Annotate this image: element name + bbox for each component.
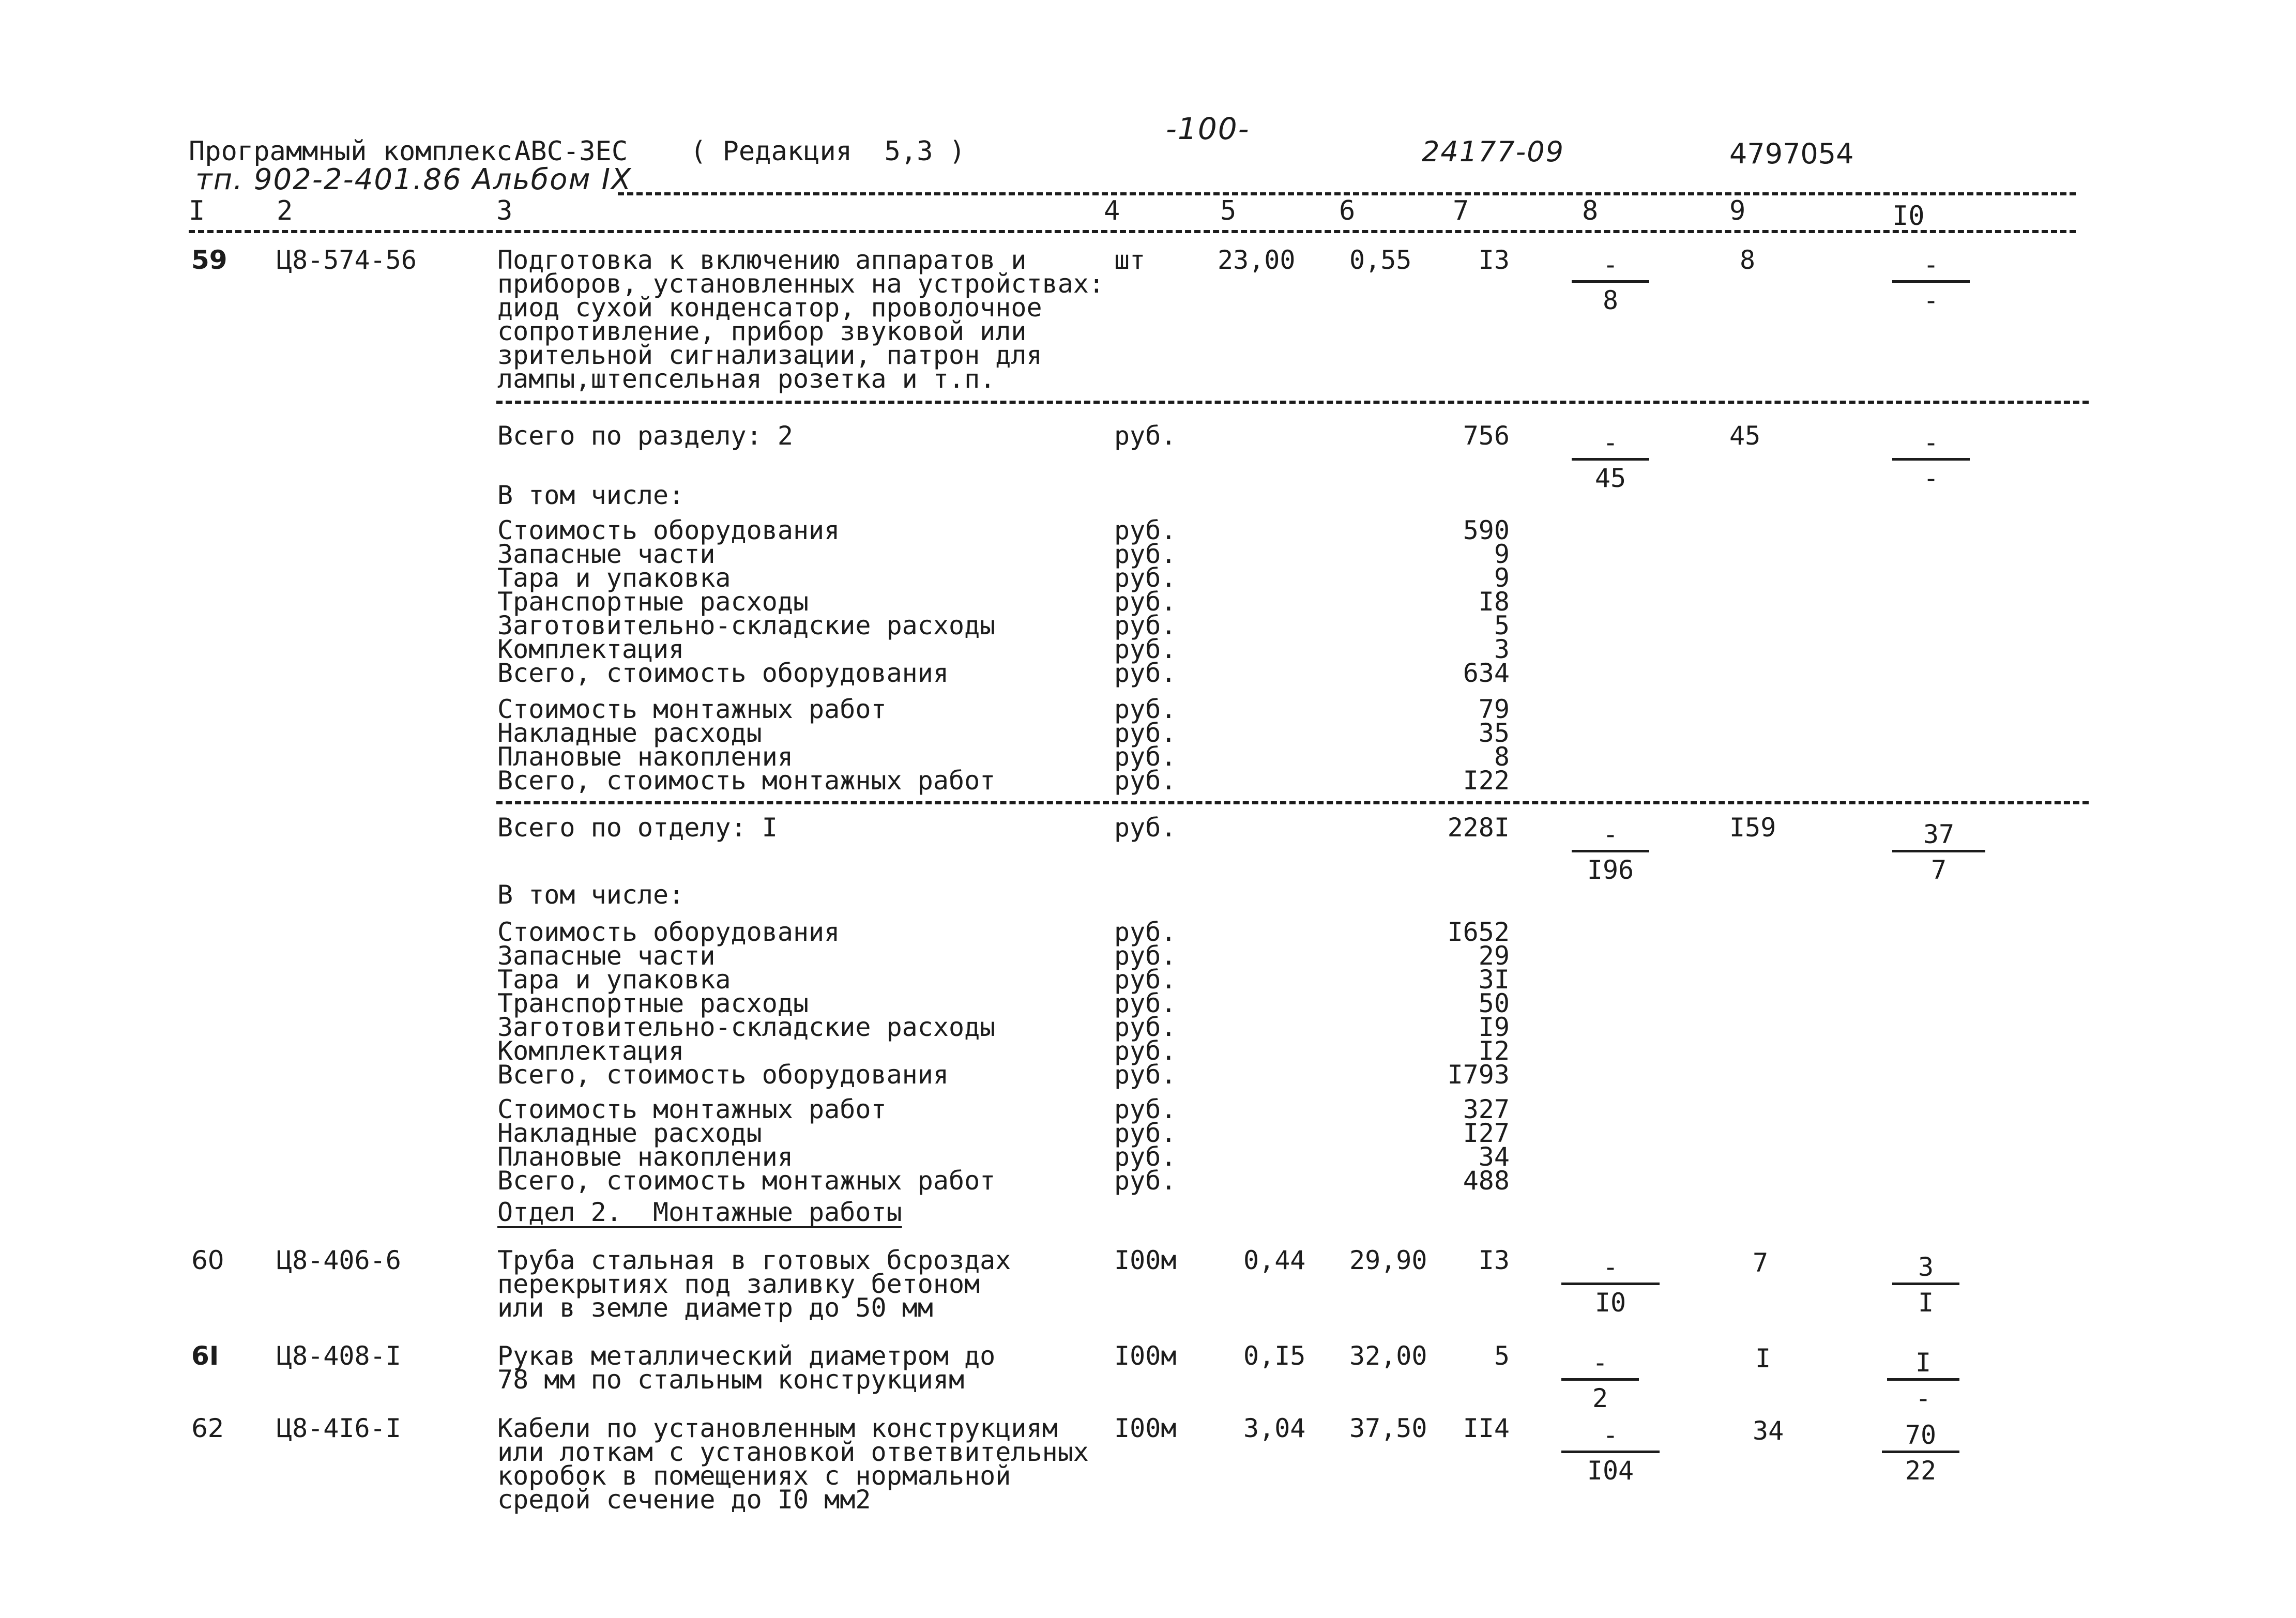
- column-header-6: 6: [1339, 195, 1356, 226]
- list-item-unit: руб.: [1114, 718, 1177, 748]
- row-number: 60: [191, 1245, 224, 1275]
- list-item-unit: руб.: [1114, 1118, 1177, 1148]
- col9-value: I59: [1729, 813, 1776, 843]
- header-divider-bottom: [189, 230, 2076, 233]
- row-description-line: Кабели по установленным конструкциям: [497, 1413, 1058, 1443]
- list-item-value: 35: [1478, 718, 1510, 748]
- section-total-unit: руб.: [1114, 421, 1177, 451]
- col8-denominator: I96: [1587, 855, 1634, 885]
- list-item-value: 3: [1494, 634, 1510, 664]
- row-description-line: лампы,штепсельная розетка и т.п.: [497, 364, 996, 394]
- row-total: 5: [1494, 1341, 1510, 1371]
- list-item-value: 29: [1478, 941, 1510, 971]
- col10-denominator: -: [1923, 463, 1939, 493]
- column-header-1: I: [189, 195, 205, 226]
- row-description-line: Подготовка к включению аппаратов и: [497, 245, 1027, 275]
- department-total-unit: руб.: [1114, 813, 1177, 843]
- list-item-unit: руб.: [1114, 965, 1177, 995]
- row-number: 62: [191, 1413, 224, 1443]
- col9-value: 45: [1729, 421, 1761, 451]
- list-item-unit: руб.: [1114, 515, 1177, 545]
- list-item-value: 9: [1494, 563, 1510, 593]
- list-item-value: I652: [1447, 917, 1510, 947]
- col10-numerator: 37: [1892, 821, 1985, 852]
- list-item-value: I2: [1478, 1036, 1510, 1066]
- list-item: Транспортные расходы: [497, 587, 809, 617]
- doc-code: 24177-09: [1422, 135, 1564, 168]
- row-description-line: Рукав металлический диаметром до: [497, 1341, 996, 1371]
- list-item-unit: руб.: [1114, 941, 1177, 971]
- list-item: Тара и упаковка: [497, 965, 731, 995]
- col9-value: 34: [1753, 1416, 1784, 1446]
- list-item-value: 3I: [1478, 965, 1510, 995]
- col9-value: 8: [1740, 245, 1756, 275]
- list-item-unit: руб.: [1114, 587, 1177, 617]
- section-total-value: 756: [1463, 421, 1510, 451]
- list-item-value: I793: [1447, 1060, 1510, 1090]
- list-item: Накладные расходы: [497, 1118, 762, 1148]
- list-item: Плановые накопления: [497, 1142, 793, 1172]
- list-item: Запасные части: [497, 539, 716, 569]
- list-item: Заготовительно-складские расходы: [497, 1012, 996, 1042]
- list-item: Стоимость монтажных работ: [497, 694, 887, 724]
- list-item-unit: руб.: [1114, 742, 1177, 772]
- col8-fraction: [1572, 821, 1649, 883]
- list-item-unit: руб.: [1114, 1012, 1177, 1042]
- doc-number: 4797054: [1729, 138, 1854, 170]
- list-item-unit: руб.: [1114, 917, 1177, 947]
- program-code: АВС-ЗЕС: [514, 136, 628, 167]
- row-unit: I00м: [1114, 1413, 1177, 1443]
- col8-denominator: I0: [1594, 1288, 1626, 1318]
- list-item-unit: руб.: [1114, 1094, 1177, 1124]
- list-item-value: I22: [1463, 766, 1510, 796]
- row-quantity: 0,I5: [1243, 1341, 1306, 1371]
- col8-fraction: [1572, 251, 1649, 314]
- col8-denominator: 45: [1594, 463, 1626, 493]
- list-item-value: 50: [1478, 988, 1510, 1018]
- row-unit: I00м: [1114, 1341, 1177, 1371]
- list-item: Комплектация: [497, 634, 685, 664]
- row-number: 6I: [191, 1341, 219, 1371]
- col8-denominator: 2: [1592, 1383, 1608, 1413]
- row-description-line: или лоткам с установкой ответвительных: [497, 1437, 1089, 1467]
- list-item-unit: руб.: [1114, 988, 1177, 1018]
- col10-fraction: [1892, 1254, 1959, 1316]
- row-description-line: коробок в помещениях с нормальной: [497, 1461, 1011, 1491]
- list-item-value: I27: [1463, 1118, 1510, 1148]
- row-unit: шт: [1114, 245, 1146, 275]
- program-name: Программный комплекс: [189, 136, 513, 167]
- list-item: Всего, стоимость монтажных работ: [497, 766, 996, 796]
- list-item-value: 590: [1463, 515, 1510, 545]
- column-header-3: 3: [496, 195, 513, 226]
- list-item-unit: руб.: [1114, 1142, 1177, 1172]
- col10-denominator: -: [1915, 1383, 1932, 1413]
- column-header-7: 7: [1453, 195, 1469, 226]
- list-item: Стоимость оборудования: [497, 515, 840, 545]
- list-item: Запасные части: [497, 941, 716, 971]
- list-item: Тара и упаковка: [497, 563, 731, 593]
- column-header-2: 2: [277, 195, 293, 226]
- list-item-unit: руб.: [1114, 658, 1177, 688]
- list-item-value: I8: [1478, 587, 1510, 617]
- col10-numerator: 70: [1882, 1422, 1959, 1453]
- list-item-unit: руб.: [1114, 1036, 1177, 1066]
- row-quantity: 0,44: [1243, 1245, 1306, 1275]
- col10-fraction: [1892, 429, 1970, 492]
- including-label: В том числе:: [497, 880, 685, 910]
- row-unit: I00м: [1114, 1245, 1177, 1275]
- col8-denominator: I04: [1587, 1456, 1634, 1486]
- list-item: Всего, стоимость монтажных работ: [497, 1166, 996, 1196]
- list-item-value: 9: [1494, 539, 1510, 569]
- col8-numerator: -: [1572, 821, 1649, 852]
- row-description-line: приборов, установленных на устройствах:: [497, 269, 1104, 299]
- row-total: I3: [1478, 1245, 1510, 1275]
- row-total: II4: [1463, 1413, 1510, 1443]
- row-price: 0,55: [1349, 245, 1412, 275]
- list-item-value: 327: [1463, 1094, 1510, 1124]
- list-item-unit: руб.: [1114, 1166, 1177, 1196]
- list-item-unit: руб.: [1114, 766, 1177, 796]
- list-item-value: 34: [1478, 1142, 1510, 1172]
- list-item: Стоимость оборудования: [497, 917, 840, 947]
- row-total: I3: [1478, 245, 1510, 275]
- album-reference: тп. 902-2-401.86 Альбом IX: [195, 163, 632, 196]
- list-item-value: 5: [1494, 610, 1510, 640]
- list-item-value: 634: [1463, 658, 1510, 688]
- list-item: Стоимость монтажных работ: [497, 1094, 887, 1124]
- list-item-unit: руб.: [1114, 539, 1177, 569]
- col10-fraction: [1892, 821, 1985, 883]
- col8-fraction: [1572, 429, 1649, 492]
- row-code: Ц8-408-I: [277, 1341, 401, 1371]
- col8-numerator: -: [1561, 1254, 1660, 1285]
- row-code: Ц8-4I6-I: [277, 1413, 401, 1443]
- page-number: -100-: [1166, 111, 1250, 146]
- department-total-label: Всего по отделу: I: [497, 813, 778, 843]
- list-item-unit: руб.: [1114, 694, 1177, 724]
- column-header-8: 8: [1582, 195, 1599, 226]
- list-item-unit: руб.: [1114, 1060, 1177, 1090]
- list-item-value: 79: [1478, 694, 1510, 724]
- col8-numerator: -: [1561, 1349, 1639, 1381]
- list-item-value: 488: [1463, 1166, 1510, 1196]
- column-header-4: 4: [1104, 195, 1120, 226]
- row-description-line: диод сухой конденсатор, проволочное: [497, 293, 1042, 323]
- list-item-unit: руб.: [1114, 634, 1177, 664]
- row-description-line: Труба стальная в готовых бсроздах: [497, 1245, 1011, 1275]
- department-total-value: 228I: [1447, 813, 1510, 843]
- col10-fraction: [1892, 251, 1970, 314]
- list-item-value: 8: [1494, 742, 1510, 772]
- col10-numerator: -: [1892, 429, 1970, 461]
- list-item: Всего, стоимость оборудования: [497, 1060, 949, 1090]
- list-item: Транспортные расходы: [497, 988, 809, 1018]
- row-description-line: перекрытиях под заливку бетоном: [497, 1269, 980, 1299]
- row-number: 59: [191, 245, 227, 275]
- row-price: 37,50: [1349, 1413, 1427, 1443]
- row-quantity: 23,00: [1218, 245, 1296, 275]
- row-price: 29,90: [1349, 1245, 1427, 1275]
- col10-numerator: 3: [1892, 1254, 1959, 1285]
- list-item: Комплектация: [497, 1036, 685, 1066]
- col10-numerator: I: [1887, 1349, 1959, 1381]
- department-heading: Отдел 2. Монтажные работы: [497, 1197, 902, 1227]
- col8-numerator: -: [1561, 1422, 1660, 1453]
- col10-denominator: -: [1923, 285, 1939, 315]
- col10-fraction: [1887, 1349, 1959, 1412]
- row-price: 32,00: [1349, 1341, 1427, 1371]
- col9-value: 7: [1753, 1248, 1769, 1278]
- list-item: Всего, стоимость оборудования: [497, 658, 949, 688]
- column-header-5: 5: [1220, 195, 1237, 226]
- col8-numerator: -: [1572, 429, 1649, 461]
- col8-fraction: [1561, 1422, 1660, 1484]
- row-divider: [496, 801, 2089, 804]
- list-item: Накладные расходы: [497, 718, 762, 748]
- col10-denominator: I: [1918, 1288, 1934, 1318]
- row-description-line: сопротивление, прибор звуковой или: [497, 316, 1027, 346]
- row-description-line: или в земле диаметр до 50 мм: [497, 1293, 933, 1323]
- column-header-10: I0: [1892, 201, 1925, 232]
- row-description-line: средой сечение до I0 мм2: [497, 1485, 871, 1515]
- section-total-label: Всего по разделу: 2: [497, 421, 793, 451]
- row-quantity: 3,04: [1243, 1413, 1306, 1443]
- col10-denominator: 7: [1930, 855, 1947, 885]
- edition: ( Редакция 5,3 ): [690, 136, 966, 167]
- col10-numerator: -: [1892, 251, 1970, 283]
- row-code: Ц8-574-56: [277, 245, 417, 275]
- column-header-9: 9: [1729, 195, 1746, 226]
- row-code: Ц8-406-6: [277, 1245, 401, 1275]
- col8-denominator: 8: [1602, 285, 1619, 315]
- list-item-unit: руб.: [1114, 563, 1177, 593]
- col8-fraction: [1561, 1349, 1639, 1412]
- including-label: В том числе:: [497, 480, 685, 510]
- col8-numerator: -: [1572, 251, 1649, 283]
- col10-denominator: 22: [1905, 1456, 1937, 1486]
- list-item: Заготовительно-складские расходы: [497, 610, 996, 640]
- row-description-line: зрительной сигнализации, патрон для: [497, 340, 1042, 370]
- list-item: Плановые накопления: [497, 742, 793, 772]
- col8-fraction: [1561, 1254, 1660, 1316]
- col10-fraction: [1882, 1422, 1959, 1484]
- col9-value: I: [1755, 1344, 1771, 1373]
- row-divider: [496, 401, 2089, 404]
- list-item-unit: руб.: [1114, 610, 1177, 640]
- row-description-line: 78 мм по стальным конструкциям: [497, 1365, 965, 1395]
- list-item-value: I9: [1478, 1012, 1510, 1042]
